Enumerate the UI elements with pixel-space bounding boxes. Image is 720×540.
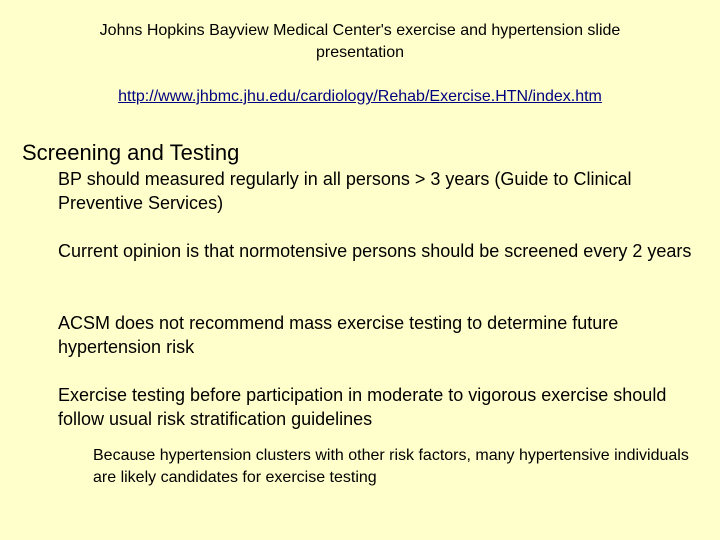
slide-header-title: Johns Hopkins Bayview Medical Center's exercise and hypertension slide presentation: [99, 22, 621, 61]
bullet-screening-frequency: Current opinion is that normotensive persons should be screened every 2 years: [58, 241, 692, 261]
section-heading: Screening and Testing: [22, 140, 240, 165]
sub-bullet-risk-factors: Because hypertension clusters with other risk factors, many hypertensive individuals are likely candidates for exercise testing: [93, 447, 689, 486]
bullet-bp-measurement: BP should measured regularly in all persons > 3 years (Guide to Clinical Preventive Services): [58, 169, 632, 213]
reference-link[interactable]: http://www.jhbmc.jhu.edu/cardiology/Rehab/Exercise.HTN/index.htm: [118, 88, 602, 105]
bullet-acsm-recommendation: ACSM does not recommend mass exercise testing to determine future hypertension risk: [58, 313, 619, 357]
bullet-exercise-testing: Exercise testing before participation in moderate to vigorous exercise should follow usual risk stratification guidelines: [58, 385, 667, 429]
